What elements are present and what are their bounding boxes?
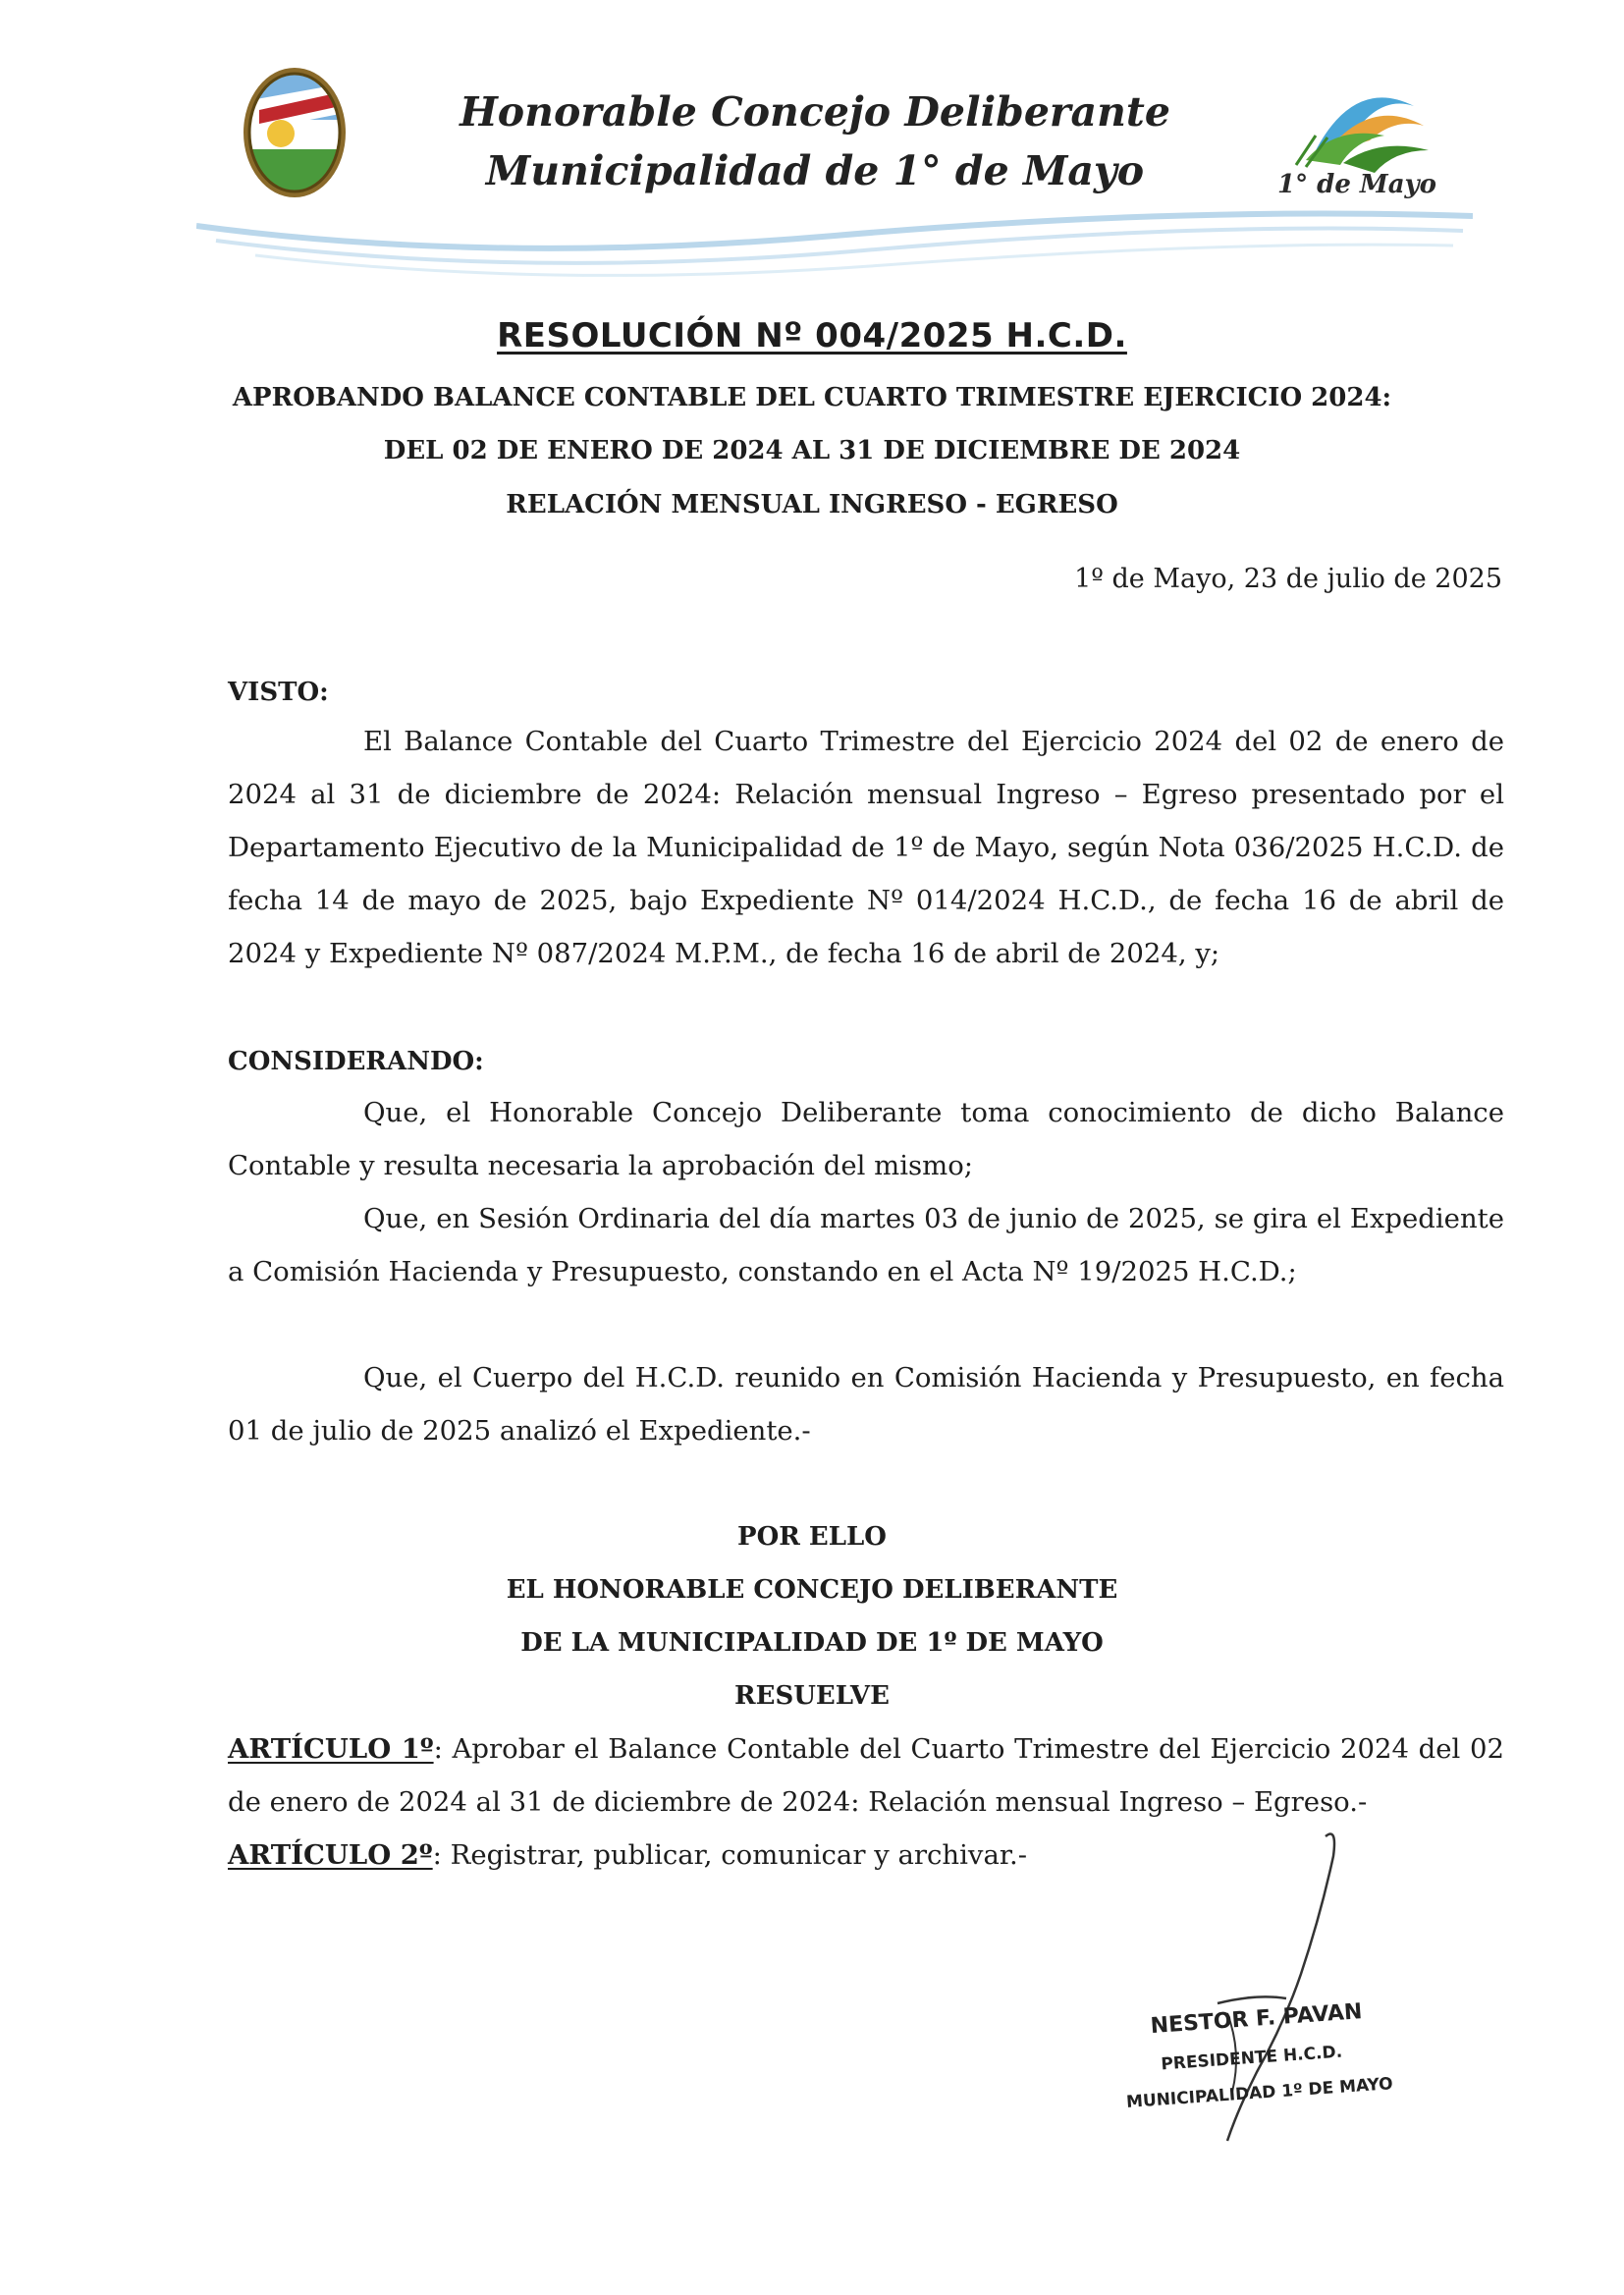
article-1: [228, 1722, 1504, 1829]
resuelve-line: RESUELVE: [734, 1681, 890, 1711]
article-1-label: ARTÍCULO 1º: [228, 1733, 434, 1765]
header-wave-decoration: [196, 196, 1473, 285]
article-2-text: : Registrar, publicar, comunicar y archivar.-: [432, 1839, 1028, 1871]
resolution-subtitle-2: DEL 02 DE ENERO DE 2024 AL 31 DE DICIEMBRE DE 2024: [383, 436, 1241, 465]
visto-paragraph: El Balance Contable del Cuarto Trimestre del Ejercicio 2024 del 02 de enero de 2024 al 31 de diciembre de 2024: Relación mensual Ingreso – Egreso presentado por el Departamento Ejecutivo de la Municipalidad de 1º de Mayo, según Nota 036/2025 H.C.D. de fecha 14 de mayo de 2025, bajo Expediente Nº 014/2024 H.C.D., de fecha 16 de abril de 2024 y Expediente Nº 087/2024 M.P.M., de fecha 16 de abril de 2024, y;: [228, 726, 1504, 969]
resolution-title: RESOLUCIÓN Nº 004/2025 H.C.D.: [497, 316, 1127, 355]
municipal-crest-icon: [240, 63, 350, 202]
considerando-heading: CONSIDERANDO:: [228, 1047, 484, 1076]
visto-heading: VISTO:: [228, 678, 329, 707]
signer-role: PRESIDENTE H.C.D.: [1160, 2042, 1343, 2075]
brand-logo-text: 1° de Mayo: [1277, 170, 1436, 199]
article-1-text: : Aprobar el Balance Contable del Cuarto Trimestre del Ejercicio 2024 del 02 de enero de 2024 al 31 de diciembre de 2024: Relación mensual Ingreso – Egreso.-: [228, 1733, 1504, 1818]
considerando-paragraph-2: Que, en Sesión Ordinaria del día martes 03 de junio de 2025, se gira el Expediente a Comisión Hacienda y Presupuesto, constando en el Acta Nº 19/2025 H.C.D.;: [228, 1203, 1504, 1287]
municipalidad-line: DE LA MUNICIPALIDAD DE 1º DE MAYO: [520, 1628, 1104, 1658]
resolution-subtitle-1: APROBANDO BALANCE CONTABLE DEL CUARTO TRIMESTRE EJERCICIO 2024:: [232, 383, 1392, 412]
header-title: [373, 82, 1257, 200]
considerando-paragraph-1: Que, el Honorable Concejo Deliberante toma conocimiento de dicho Balance Contable y resulta necesaria la aprobación del mismo;: [228, 1097, 1504, 1181]
resolution-subtitle-3: RELACIÓN MENSUAL INGRESO - EGRESO: [506, 490, 1118, 519]
header-title-line2: Municipalidad de 1° de Mayo: [485, 147, 1145, 194]
primero-de-mayo-logo-icon: [1267, 57, 1443, 204]
considerando-paragraph-3: Que, el Cuerpo del H.C.D. reunido en Comisión Hacienda y Presupuesto, en fecha 01 de julio de 2025 analizó el Expediente.-: [228, 1362, 1504, 1447]
article-2-label: ARTÍCULO 2º: [228, 1839, 433, 1871]
signature-stamp: [1110, 1981, 1443, 2151]
resolution-date: 1º de Mayo, 23 de julio de 2025: [1074, 564, 1502, 594]
hcd-line: EL HONORABLE CONCEJO DELIBERANTE: [506, 1575, 1118, 1605]
signer-name: NESTOR F. PAVAN: [1149, 1999, 1364, 2040]
por-ello-line: POR ELLO: [737, 1522, 887, 1552]
header-title-line1: Honorable Concejo Deliberante: [460, 88, 1170, 136]
signer-institution: MUNICIPALIDAD 1º DE MAYO: [1125, 2074, 1394, 2113]
